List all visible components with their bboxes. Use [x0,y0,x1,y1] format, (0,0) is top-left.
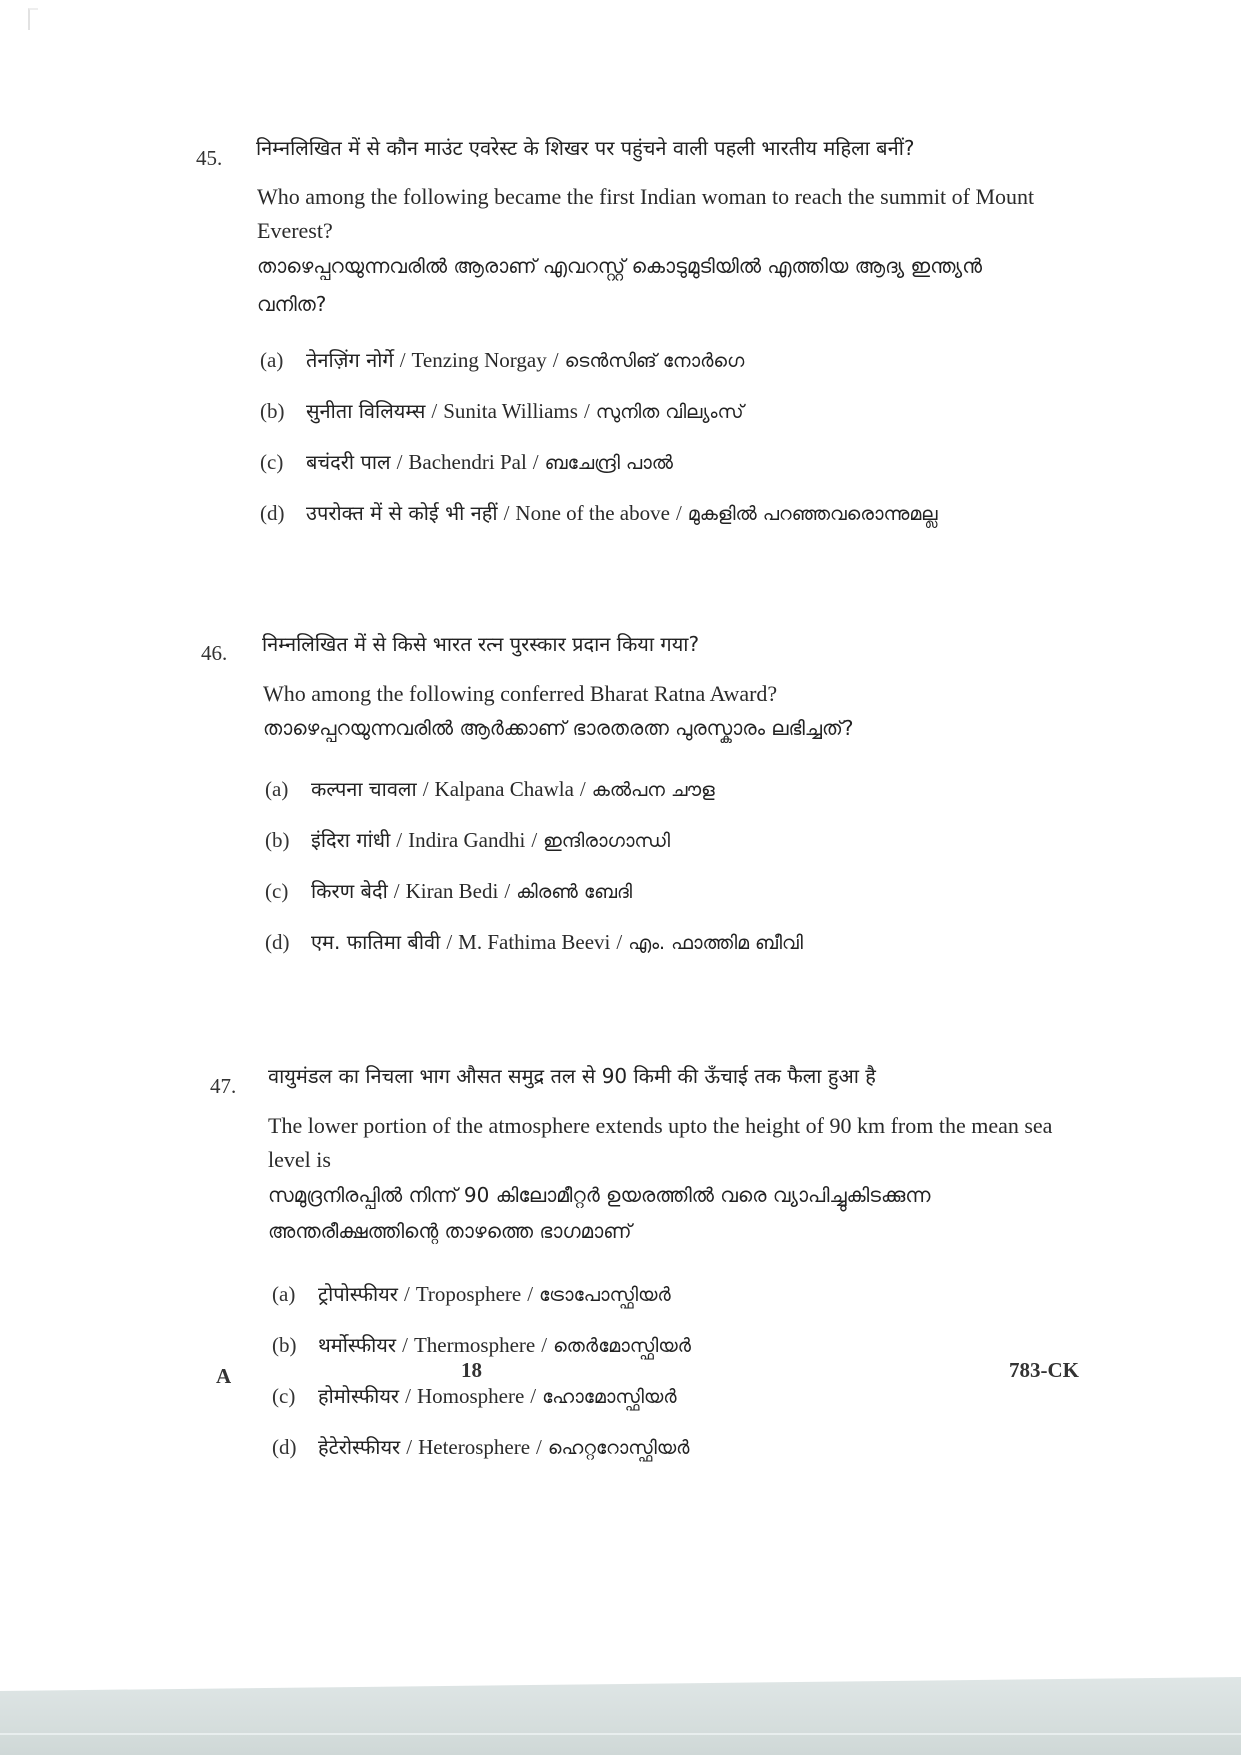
question-text-english-cont: level is [268,1147,331,1172]
option-c [265,877,632,904]
option-label: (d) [260,501,285,525]
option-english: Indira Gandhi [408,828,526,852]
option-label: (c) [272,1384,296,1408]
separator: / [504,879,511,903]
option-malayalam: സുനിത വില്യംസ് [595,401,744,423]
option-hindi: होमोस्फीयर [318,1384,400,1408]
option-hindi: बचंदरी पाल [306,450,391,474]
option-malayalam: ഹോമോസ്ഫിയർ [542,1386,677,1408]
separator: / [393,879,400,903]
option-a [272,1280,671,1307]
scan-edge-shadow [0,1677,1241,1755]
question-number: 47. [210,1074,237,1098]
option-hindi: हेटेरोस्फीयर [318,1435,401,1459]
option-label: (d) [272,1435,297,1459]
option-english: Thermosphere [413,1333,536,1357]
option-label: (d) [265,930,290,954]
separator: / [503,501,510,525]
option-english: M. Fathima Beevi [458,930,611,954]
question-text-english-cont: Everest? [257,218,333,243]
question-text-english: Who among the following became the first Indian woman to reach the summit of Mount [257,184,1035,209]
option-hindi: किरण बेदी [311,879,388,903]
option-malayalam: കിരൺ ബേദി [516,881,633,903]
separator: / [431,399,438,423]
option-c [272,1382,677,1409]
separator: / [541,1333,548,1357]
option-hindi: थर्मोस्फीयर [318,1333,397,1357]
separator: / [403,1282,410,1306]
separator: / [531,828,538,852]
option-a [260,346,744,373]
question-text-hindi: वायुमंडल का निचला भाग औसत समुद्र तल से 90 किमी की ऊँचाई तक फैला हुआ है [268,1064,876,1088]
separator: / [583,399,590,423]
option-english: Bachendri Pal [408,450,527,474]
option-hindi: एम. फातिमा बीवी [311,930,441,954]
option-malayalam: എം. ഫാത്തിമ ബീവി [628,932,803,954]
option-malayalam: ടെൻസിങ് നോർഗെ [564,350,745,372]
option-english: Homosphere [416,1384,525,1408]
option-malayalam: കൽപന ചൗള [591,779,715,801]
separator: / [402,1333,408,1357]
option-english: Heterosphere [418,1435,531,1459]
separator: / [406,1435,413,1459]
scan-corner-mark [28,8,38,30]
question-text-malayalam-cont: അന്തരീക്ഷത്തിന്റെ താഴത്തെ ഭാഗമാണ് [268,1219,632,1243]
option-malayalam: ഇന്ദിരാഗാന്ധി [543,830,670,852]
option-hindi: तेनज़िंग नोर्गे [306,348,394,372]
option-d [265,928,803,955]
question-text-malayalam: സമുദ്രനിരപ്പിൽ നിന്ന് 90 കിലോമീറ്റർ ഉയരത്തിൽ വരെ വ്യാപിച്ചുകിടക്കുന്ന [268,1183,931,1207]
option-label: (a) [265,777,289,801]
option-hindi: सुनीता विलियम्स [306,399,426,423]
option-malayalam: ബചേന്ദ്രി പാൽ [544,452,673,474]
separator: / [399,348,406,372]
question-text-hindi: निम्नलिखित में से कौन माउंट एवरेस्ट के शिखर पर पहुंचने वाली पहली भारतीय महिला बनीं? [256,136,915,160]
footer-series: A [216,1364,232,1388]
option-a [265,775,715,802]
option-label: (b) [260,399,285,423]
question-text-malayalam-cont: വനിത? [257,292,327,316]
option-malayalam: മുകളിൽ പറഞ്ഞവരൊന്നുമല്ല [687,503,938,525]
question-number: 46. [201,641,228,665]
option-hindi: उपरोक्त में से कोई भी नहीं [306,501,498,525]
option-label: (b) [265,828,290,852]
separator: / [396,450,403,474]
separator: / [527,1282,534,1306]
footer-page-number: 18 [461,1358,482,1382]
option-d [260,499,938,526]
separator: / [675,501,682,525]
question-text-hindi: निम्नलिखित में से किसे भारत रत्न पुरस्कार प्रदान किया गया? [262,632,700,656]
option-english: Tenzing Norgay [411,348,547,372]
separator: / [532,450,539,474]
separator: / [405,1384,411,1408]
option-english: Kalpana Chawla [434,777,574,801]
option-english: Sunita Williams [443,399,578,423]
footer-paper-code: 783-CK [1009,1358,1079,1382]
option-c [260,448,673,475]
separator: / [396,828,403,852]
separator: / [530,1384,537,1408]
option-english: Kiran Bedi [405,879,499,903]
option-hindi: ट्रोपोस्फीयर [318,1282,398,1306]
option-b [260,397,744,424]
separator: / [616,930,623,954]
option-label: (a) [272,1282,296,1306]
option-malayalam: ട്രോപോസ്ഫിയർ [539,1284,671,1306]
option-b [265,826,670,853]
option-hindi: इंदिरा गांधी [311,828,391,852]
option-label: (c) [260,450,284,474]
question-text-malayalam: താഴെപ്പറയുന്നവരിൽ ആരാണ് എവറസ്റ്റ് കൊടുമുടിയിൽ എത്തിയ ആദ്യ ഇന്ത്യൻ [257,254,983,278]
option-d [272,1433,689,1460]
option-label: (b) [272,1333,297,1357]
question-text-english: The lower portion of the atmosphere extends upto the height of 90 km from the mean sea [268,1113,1053,1138]
separator: / [552,348,559,372]
separator: / [422,777,429,801]
question-number: 45. [196,146,223,170]
separator: / [446,930,453,954]
option-b [272,1331,691,1358]
option-english: Troposphere [415,1282,522,1306]
separator: / [579,777,586,801]
question-text-english: Who among the following conferred Bharat Ratna Award? [263,681,778,706]
option-malayalam: തെർമോസ്ഫിയർ [553,1335,691,1357]
option-malayalam: ഹെറ്ററോസ്ഫിയർ [547,1437,690,1459]
option-english: None of the above [515,501,670,525]
separator: / [536,1435,542,1459]
option-label: (c) [265,879,289,903]
question-text-malayalam: താഴെപ്പറയുന്നവരിൽ ആർക്കാണ് ഭാരതരത്ന പുരസ്കാരം ലഭിച്ചത്? [263,716,854,740]
option-hindi: कल्पना चावला [311,777,417,801]
option-label: (a) [260,348,284,372]
